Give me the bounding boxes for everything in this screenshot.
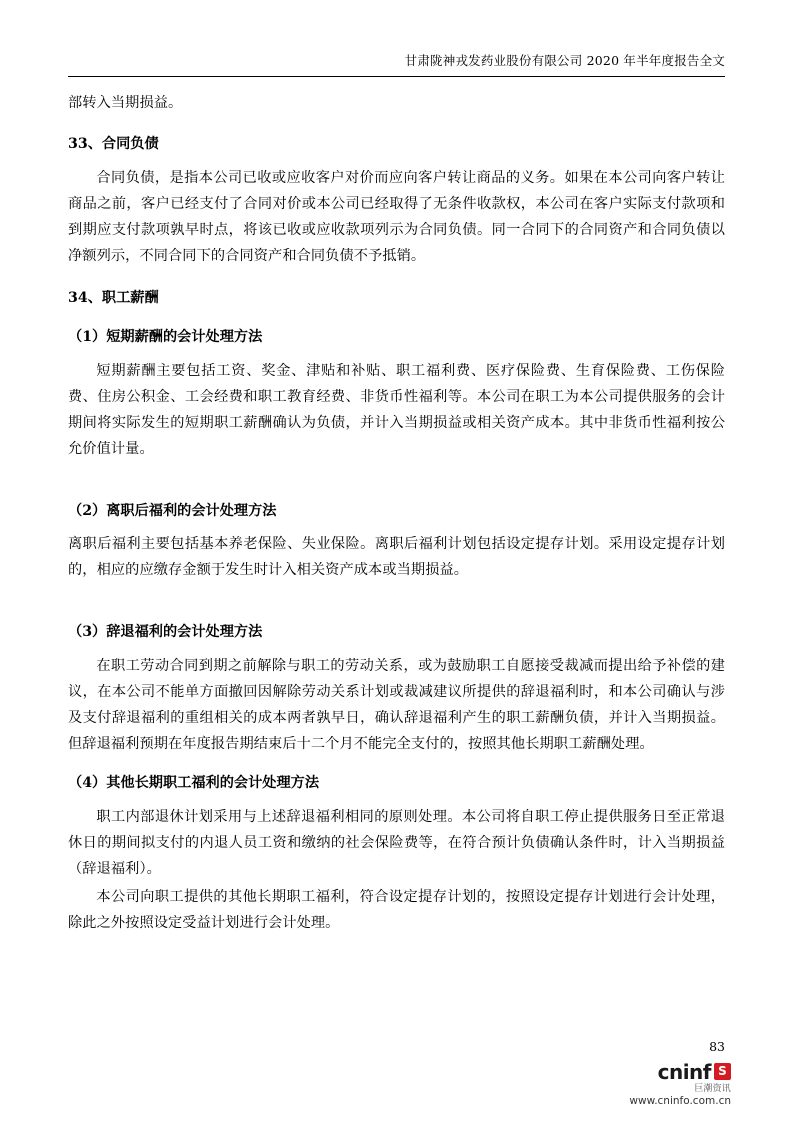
footer-logo [629, 1061, 731, 1108]
page-content [68, 52, 725, 938]
logo-row [629, 1061, 731, 1083]
paragraph: 短期薪酬主要包括工资、奖金、津贴和补贴、职工福利费、医疗保险费、生育保险费、工伤保险费、住房公积金、工会经费和职工教育经费、非货币性福利等。本公司在职工为本公司提供服务的会计期间将实际发生的短期职工薪酬确认为负债，并计入当期损益或相关资产成本。其中非货币性福利按公允价值计量。 [68, 363, 725, 457]
page-header: 甘肃陇神戎发药业股份有限公司 2020 年半年度报告全文 [404, 53, 725, 68]
cninfo-logo-text: cninf [657, 1059, 711, 1084]
section-heading-34: 34、职工薪酬 [68, 289, 159, 306]
subsection-heading-3: （3）辞退福利的会计处理方法 [68, 624, 263, 641]
subsection-heading-4: （4）其他长期职工福利的会计处理方法 [68, 775, 320, 792]
paragraph: 离职后福利主要包括基本养老保险、失业保险。离职后福利计划包括设定提存计划。采用设定提存计划的，相应的应缴存金额于发生时计入相关资产成本或当期损益。 [68, 536, 725, 579]
paragraph: 本公司向职工提供的其他长期职工福利，符合设定提存计划的，按照设定提存计划进行会计处理，除此之外按照设定受益计划进行会计处理。 [68, 888, 725, 931]
paragraph: 在职工劳动合同到期之前解除与职工的劳动关系，或为鼓励职工自愿接受裁减而提出给予补偿的建议，在本公司不能单方面撤回因解除劳动关系计划或裁减建议所提供的辞退福利时，和本公司确认与涉及支付辞退福利的重组相关的成本两者孰早日，确认辞退福利产生的职工薪酬负债，并计入当期损益。但辞退福利预期在年度报告期结束后十二个月不能完全支付的，按照其他长期职工薪酬处理。 [68, 658, 725, 752]
logo-url: www.cninfo.com.cn [629, 1095, 731, 1108]
page-number: 83 [709, 1039, 725, 1054]
header-rule [68, 76, 725, 77]
logo-subtitle: 巨潮资讯 [694, 1083, 731, 1094]
spacer [68, 586, 725, 606]
cninfo-logo-mark: S [714, 1063, 731, 1080]
subsection-heading-1: （1）短期薪酬的会计处理方法 [68, 329, 263, 346]
paragraph: 职工内部退休计划采用与上述辞退福利相同的原则处理。本公司将自职工停止提供服务日至正常退休日的期间拟支付的内退人员工资和缴纳的社会保险费等，在符合预计负债确认条件时，计入当期损益（辞退福利）。 [68, 809, 725, 877]
subsection-heading-2: （2）离职后福利的会计处理方法 [68, 502, 277, 519]
spacer [68, 465, 725, 485]
paragraph: 合同负债，是指本公司已收或应收客户对价而应向客户转让商品的义务。如果在本公司向客户转让商品之前，客户已经支付了合同对价或本公司已经取得了无条件收款权，本公司在客户实际支付款项和到期应支付款项孰早时点，将该已收或应收款项列示为合同负债。同一合同下的合同资产和合同负债以净额列示，不同合同下的合同资产和合同负债不予抵销。 [68, 170, 725, 264]
section-heading-33: 33、合同负债 [68, 136, 159, 153]
paragraph: 部转入当期损益。 [68, 94, 183, 111]
